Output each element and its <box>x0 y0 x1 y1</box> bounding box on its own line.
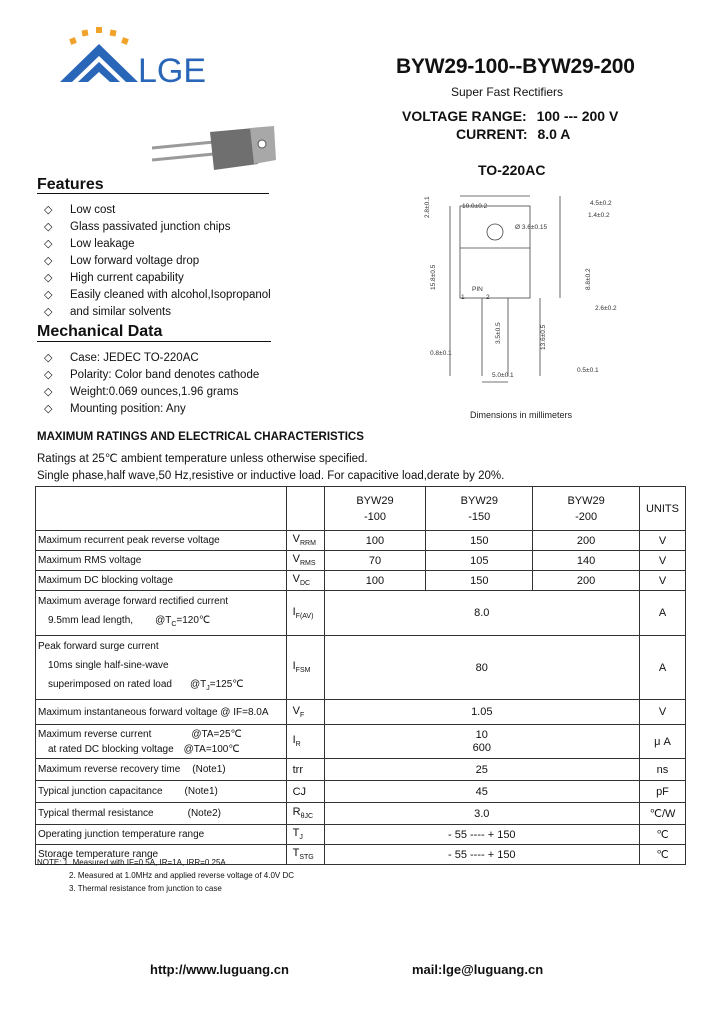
row-value: 100 <box>324 571 426 591</box>
voltage-range-label: VOLTAGE RANGE: <box>402 108 527 124</box>
row-unit: μ A <box>639 725 685 759</box>
subtitle: Super Fast Rectifiers <box>451 85 564 99</box>
mechanical-list <box>38 350 328 418</box>
lge-logo <box>58 26 238 96</box>
list-item: ◇ Low leakage <box>38 236 328 253</box>
table-row <box>36 825 686 845</box>
row-desc: Operating junction temperature range <box>36 825 287 845</box>
pin-number: 2 <box>486 294 490 301</box>
drawing-body-outline <box>460 206 530 298</box>
dim-label: 15.8±0.5 <box>430 264 437 290</box>
page-title: BYW29-100--BYW29-200 <box>396 55 635 78</box>
row-value: 8.0 <box>324 591 639 636</box>
list-item: ◇ Low cost <box>38 202 328 219</box>
table-row <box>36 591 686 636</box>
dim-label: 0.8±0.1 <box>430 350 452 357</box>
row-value: 105 <box>426 551 533 571</box>
row-value: 200 <box>533 531 640 551</box>
row-symbol: $R_{\theta JC}$ <box>286 803 324 825</box>
list-item: ◇ and similar solvents <box>38 304 328 321</box>
row-symbol: trr <box>286 759 324 781</box>
row-value: 25 <box>324 759 639 781</box>
current-rating <box>456 126 570 142</box>
row-desc: Maximum reverse current @TA=25℃ at rated DC blocking voltage @TA=100℃ <box>36 725 287 759</box>
header-cell: BYW29 -200 <box>533 487 640 531</box>
drawing-mount-hole <box>487 224 503 240</box>
table-row <box>36 700 686 725</box>
dim-label: 4.5±0.2 <box>590 200 612 207</box>
footer-mail-link[interactable]: mail:lge@luguang.cn <box>412 962 544 977</box>
table-header-row <box>36 487 686 531</box>
dim-label: 10.0±0.2 <box>462 203 488 210</box>
row-value: - 55 ---- + 150 <box>324 825 639 845</box>
list-item: ◇ Polarity: Color band denotes cathode <box>38 367 328 384</box>
list-item: ◇ Case: JEDEC TO-220AC <box>38 350 328 367</box>
dim-label: 5.0±0.1 <box>492 372 514 379</box>
dimension-drawing <box>420 186 650 406</box>
row-symbol: $I_R$ <box>286 725 324 759</box>
row-symbol: $I_{F(AV)}$ <box>286 591 324 636</box>
row-symbol: $V_{RMS}$ <box>286 551 324 571</box>
dim-label: 8.8±0.2 <box>585 268 592 290</box>
mechanical-title: Mechanical Data <box>37 323 163 340</box>
ratings-condition-2: Single phase,half wave,50 Hz,resistive or inductive load. For capacitive load,derate by 20%. <box>37 470 505 482</box>
logo-brand-text: LGE <box>138 52 207 90</box>
header-cell <box>36 487 287 531</box>
row-value: 150 <box>426 571 533 591</box>
header-cell: UNITS <box>639 487 685 531</box>
row-unit: V <box>639 571 685 591</box>
row-value: 10 600 <box>324 725 639 759</box>
row-unit: ℃/W <box>639 803 685 825</box>
row-desc: Maximum RMS voltage <box>36 551 287 571</box>
row-value: 1.05 <box>324 700 639 725</box>
voltage-range <box>402 108 618 124</box>
row-unit: pF <box>639 781 685 803</box>
ratings-condition-1: Ratings at 25℃ ambient temperature unless otherwise specified. <box>37 453 368 465</box>
dim-label: 3.5±0.5 <box>495 322 502 344</box>
table-row <box>36 531 686 551</box>
dim-label: 1.4±0.2 <box>588 212 610 219</box>
row-value: 70 <box>324 551 426 571</box>
row-unit: ns <box>639 759 685 781</box>
current-label: CURRENT: <box>456 126 528 142</box>
row-value: 140 <box>533 551 640 571</box>
row-desc: Maximum recurrent peak reverse voltage <box>36 531 287 551</box>
row-desc: Maximum average forward rectified current 9.5mm lead length, $@T_C=120℃$ <box>36 591 287 636</box>
voltage-range-value: 100 --- 200 V <box>536 108 619 124</box>
row-unit: A <box>639 591 685 636</box>
list-item: ◇ Weight:0.069 ounces,1.96 grams <box>38 384 328 401</box>
row-desc: Storage temperature range <box>36 845 287 865</box>
footer-url-link[interactable]: http://www.luguang.cn <box>150 962 289 977</box>
row-symbol: $I_{FSM}$ <box>286 636 324 700</box>
row-desc: Maximum DC blocking voltage <box>36 571 287 591</box>
row-symbol: $V_{DC}$ <box>286 571 324 591</box>
table-row <box>36 781 686 803</box>
component-image <box>150 126 280 174</box>
features-title: Features <box>37 176 104 193</box>
row-unit: A <box>639 636 685 700</box>
row-unit: V <box>639 531 685 551</box>
dim-label: 0.5±0.1 <box>577 367 599 374</box>
row-desc: Maximum reverse recovery time (Note1) <box>36 759 287 781</box>
dimensions-caption: Dimensions in millimeters <box>470 410 573 420</box>
list-item: ◇ Easily cleaned with alcohol,Isopropanol <box>38 287 328 304</box>
table-row <box>36 551 686 571</box>
row-unit: ℃ <box>639 825 685 845</box>
table-row <box>36 725 686 759</box>
row-value: 100 <box>324 531 426 551</box>
table-row <box>36 571 686 591</box>
table-row <box>36 636 686 700</box>
logo-mountain-icon <box>60 44 138 82</box>
ratings-title: MAXIMUM RATINGS AND ELECTRICAL CHARACTERISTICS <box>37 431 364 443</box>
row-symbol: CJ <box>286 781 324 803</box>
row-symbol: $V_{RRM}$ <box>286 531 324 551</box>
package-title: TO-220AC <box>478 162 546 178</box>
dim-label: 13.6±0.5 <box>540 324 547 350</box>
to220-leads <box>152 142 214 160</box>
row-unit: V <box>639 700 685 725</box>
header-cell: BYW29 -100 <box>324 487 426 531</box>
to220-mount-hole <box>258 140 266 148</box>
list-item: ◇ Low forward voltage drop <box>38 253 328 270</box>
row-desc: Typical junction capacitance (Note1) <box>36 781 287 803</box>
note-3: 3. Thermal resistance from junction to case <box>69 884 222 893</box>
ratings-table <box>35 486 686 865</box>
row-value: 45 <box>324 781 639 803</box>
dim-label: 2.8±0.1 <box>424 196 431 218</box>
row-value: 80 <box>324 636 639 700</box>
pin-label: PIN <box>472 286 483 293</box>
row-unit: ℃ <box>639 845 685 865</box>
table-row <box>36 803 686 825</box>
list-item: ◇ Glass passivated junction chips <box>38 219 328 236</box>
current-value: 8.0 A <box>537 126 571 142</box>
row-desc: Typical thermal resistance (Note2) <box>36 803 287 825</box>
logo-sun-rays-icon <box>69 27 129 45</box>
row-value: 200 <box>533 571 640 591</box>
row-value: - 55 ---- + 150 <box>324 845 639 865</box>
row-desc: Maximum instantaneous forward voltage @ IF=8.0A <box>36 700 287 725</box>
note-1: NOTE: 1. Measured with IF=0.5A, IR=1A, IRR=0.25A <box>37 858 226 867</box>
row-value: 150 <box>426 531 533 551</box>
list-item: ◇ High current capability <box>38 270 328 287</box>
table-row <box>36 759 686 781</box>
dim-label: Ø 3.6±0.15 <box>515 224 548 231</box>
header-cell <box>286 487 324 531</box>
row-value: 3.0 <box>324 803 639 825</box>
row-symbol: $T_J$ <box>286 825 324 845</box>
row-unit: V <box>639 551 685 571</box>
list-item: ◇ Mounting position: Any <box>38 401 328 418</box>
row-desc: Peak forward surge current 10ms single half-sine-wave superimposed on rated load $@T_J=125℃$ <box>36 636 287 700</box>
row-symbol: $T_{STG}$ <box>286 845 324 865</box>
notes <box>37 856 294 895</box>
note-2: 2. Measured at 1.0MHz and applied reverse voltage of 4.0V DC <box>69 871 295 880</box>
pin-number: 1 <box>461 294 465 301</box>
features-divider <box>37 193 269 194</box>
row-symbol: $V_F$ <box>286 700 324 725</box>
mechanical-divider <box>37 341 271 342</box>
header-cell: BYW29 -150 <box>426 487 533 531</box>
features-list <box>38 202 328 321</box>
dim-label: 2.6±0.2 <box>595 305 617 312</box>
